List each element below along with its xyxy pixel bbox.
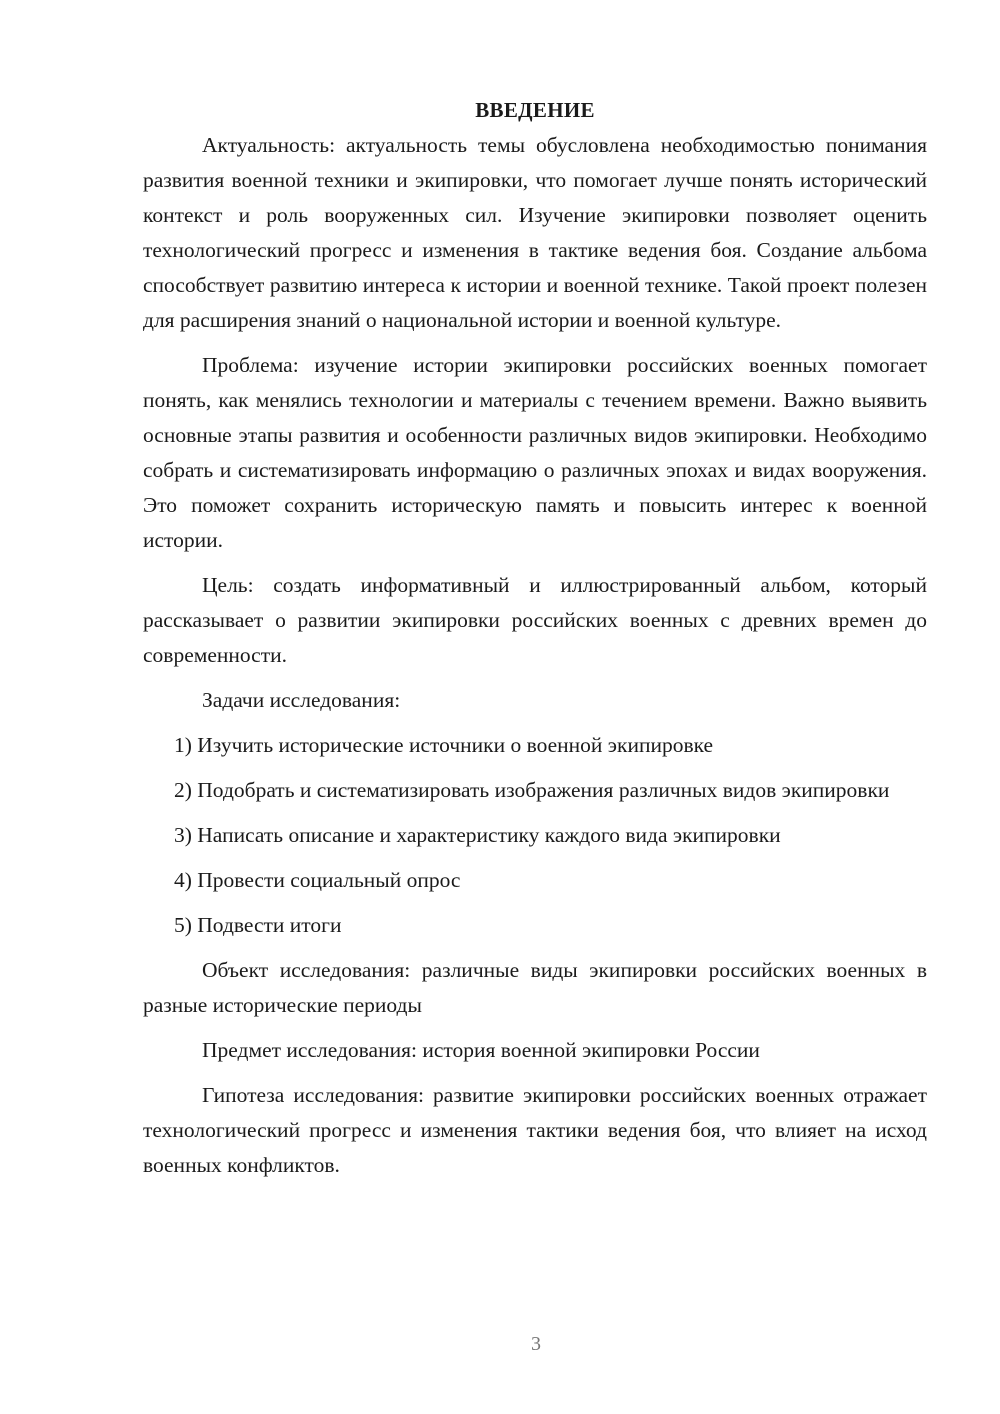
task-item-5: 5) Подвести итоги bbox=[174, 913, 342, 937]
goal-paragraph: Цель: создать информативный и иллюстрированный альбом, который рассказывает о развитии экипировки российских военных с древних времен до современности. bbox=[143, 573, 927, 667]
task-item-4: 4) Провести социальный опрос bbox=[174, 868, 461, 892]
task-item-2: 2) Подобрать и систематизировать изображения различных видов экипировки bbox=[174, 778, 890, 802]
task-item-1: 1) Изучить исторические источники о военной экипировке bbox=[174, 733, 714, 757]
relevance-paragraph: Актуальность: актуальность темы обусловлена необходимостью понимания развития военной техники и экипировки, что помогает лучше понять исторический контекст и роль вооруженных сил. Изучение экипировки позволяет оценить технологический прогресс и изменения в тактике ведения боя. Создание альбома способствует развитию интереса к истории и военной технике. Такой проект полезен для расширения знаний о национальной истории и военной культуре. bbox=[143, 133, 927, 332]
hypothesis-paragraph: Гипотеза исследования: развитие экипировки российских военных отражает технологический прогресс и изменения тактики ведения боя, что влияет на исход военных конфликтов. bbox=[143, 1083, 927, 1177]
object-paragraph: Объект исследования: различные виды экипировки российских военных в разные исторические периоды bbox=[143, 958, 927, 1017]
tasks-title: Задачи исследования: bbox=[202, 688, 401, 712]
page-title: ВВЕДЕНИЕ bbox=[475, 98, 595, 122]
subject-paragraph: Предмет исследования: история военной экипировки России bbox=[202, 1038, 760, 1062]
document-page bbox=[143, 95, 927, 1193]
problem-paragraph: Проблема: изучение истории экипировки российских военных помогает понять, как менялись технологии и материалы с течением времени. Важно выявить основные этапы развития и особенности различных видов экипировки. Необходимо собрать и систематизировать информацию о различных эпохах и видах вооружения. Это поможет сохранить историческую память и повысить интерес к военной истории. bbox=[143, 353, 927, 552]
page-number: 3 bbox=[531, 1333, 541, 1355]
task-item-3: 3) Написать описание и характеристику каждого вида экипировки bbox=[174, 823, 781, 847]
